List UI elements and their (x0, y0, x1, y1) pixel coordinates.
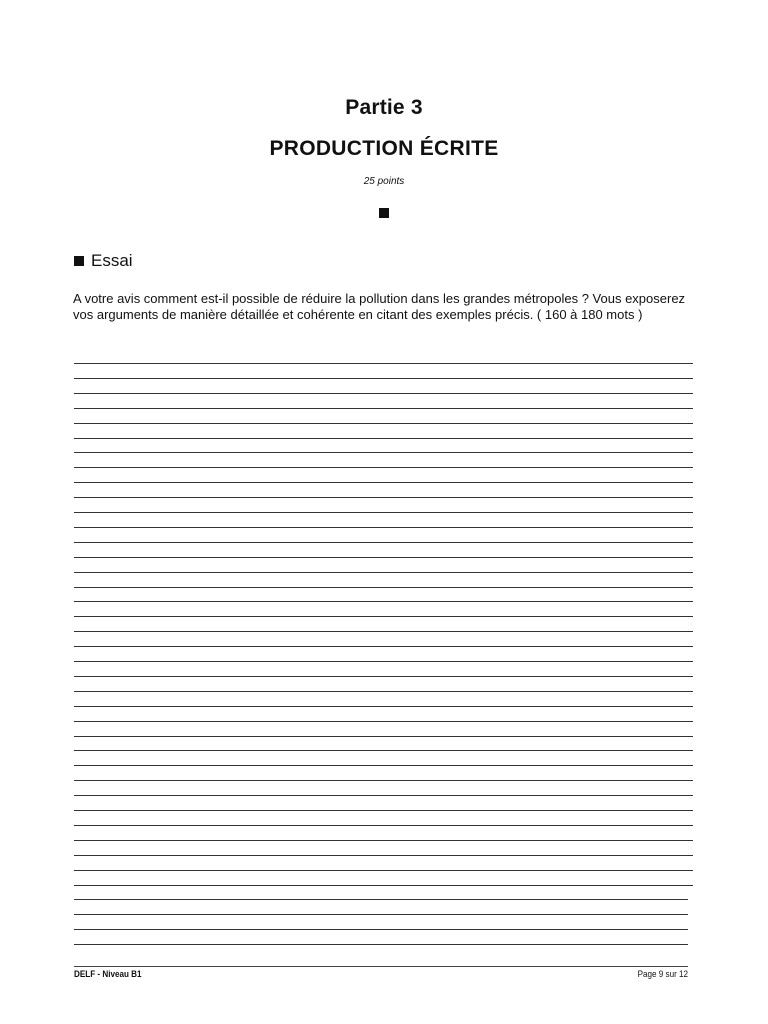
writing-line[interactable] (74, 631, 693, 632)
writing-line[interactable] (74, 616, 693, 617)
writing-area[interactable] (74, 363, 694, 948)
writing-line[interactable] (74, 527, 693, 528)
writing-line[interactable] (74, 825, 693, 826)
writing-line[interactable] (74, 691, 693, 692)
writing-line[interactable] (74, 438, 693, 439)
writing-line[interactable] (74, 870, 693, 871)
writing-line[interactable] (74, 765, 693, 766)
writing-line[interactable] (74, 899, 688, 900)
essay-heading (74, 251, 133, 271)
writing-line[interactable] (74, 914, 688, 915)
writing-line[interactable] (74, 855, 693, 856)
writing-line[interactable] (74, 393, 693, 394)
writing-line[interactable] (74, 840, 693, 841)
writing-line[interactable] (74, 661, 693, 662)
writing-line[interactable] (74, 378, 693, 379)
writing-line[interactable] (74, 885, 693, 886)
writing-line[interactable] (74, 944, 688, 945)
part-title: Partie 3 (345, 96, 423, 119)
footer-page-number: Page 9 sur 12 (637, 969, 688, 979)
writing-line[interactable] (74, 363, 693, 364)
square-bullet-icon (74, 256, 84, 266)
writing-line[interactable] (74, 780, 693, 781)
writing-line[interactable] (74, 676, 693, 677)
writing-line[interactable] (74, 572, 693, 573)
essay-heading-label: Essai (91, 251, 133, 270)
points-label: 25 points (363, 176, 405, 187)
writing-line[interactable] (74, 467, 693, 468)
writing-line[interactable] (74, 557, 693, 558)
writing-line[interactable] (74, 587, 693, 588)
writing-line[interactable] (74, 423, 693, 424)
writing-line[interactable] (74, 810, 693, 811)
footer-level: DELF - Niveau B1 (74, 969, 142, 979)
writing-line[interactable] (74, 408, 693, 409)
writing-line[interactable] (74, 736, 693, 737)
writing-line[interactable] (74, 542, 693, 543)
section-title: PRODUCTION ÉCRITE (269, 137, 499, 160)
footer-divider (74, 966, 688, 967)
essay-prompt: A votre avis comment est-il possible de réduire la pollution dans les grandes métropoles ? Vous exposerez vos arguments de manière détaillée et cohérente en citant des exemples précis. ( 160 à 180 mots ) (73, 291, 686, 322)
writing-line[interactable] (74, 750, 693, 751)
writing-line[interactable] (74, 646, 693, 647)
writing-line[interactable] (74, 601, 693, 602)
writing-line[interactable] (74, 721, 693, 722)
writing-line[interactable] (74, 512, 693, 513)
writing-line[interactable] (74, 929, 688, 930)
square-bullet-icon (379, 208, 389, 218)
writing-line[interactable] (74, 452, 693, 453)
writing-line[interactable] (74, 497, 693, 498)
writing-line[interactable] (74, 482, 693, 483)
writing-line[interactable] (74, 795, 693, 796)
writing-line[interactable] (74, 706, 693, 707)
